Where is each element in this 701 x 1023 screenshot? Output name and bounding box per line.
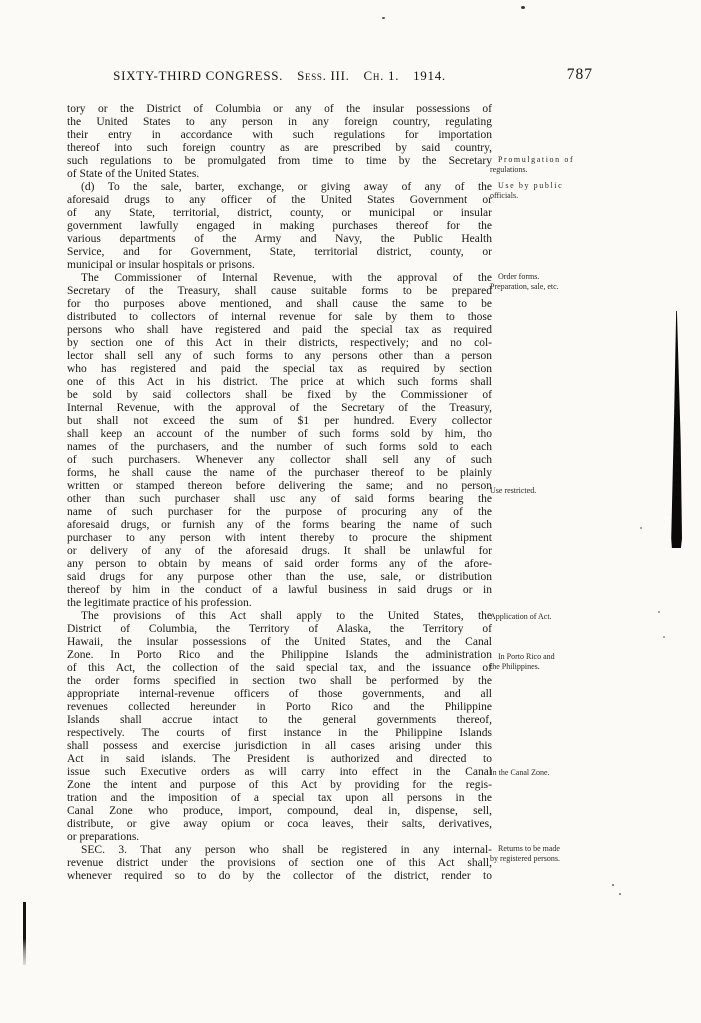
scan-artifact-speck — [640, 527, 642, 529]
body-line: shall possess and exercise jurisdiction in all cases arising under this — [67, 740, 492, 752]
margin-note — [490, 486, 596, 496]
margin-note-line: Returns to be made — [498, 844, 560, 853]
body-line: shall keep an account of the number of such forms sold by him, tho — [67, 428, 492, 440]
body-line: Secretary of the Treasury, shall cause suitable forms to be prepared — [67, 285, 492, 297]
body-line: forms, he shall cause the name of the purchaser thereof to be plainly — [67, 467, 492, 479]
margin-note-line: Preparation, sale, etc. — [490, 281, 559, 291]
margin-note — [490, 612, 596, 622]
body-line: of this Act, the collection of the said special tax, and the issuance of — [67, 662, 492, 674]
body-line: The provisions of this Act shall apply to the United States, the — [81, 610, 492, 622]
body-line: lector shall sell any of such forms to any persons other than a person — [67, 350, 492, 362]
body-line: Internal Revenue, with the approval of the Secretary of the Treasury, — [67, 402, 492, 414]
margin-note — [490, 768, 596, 778]
margin-note-line: Application of Act. — [490, 612, 552, 621]
body-line: Hawaii, the insular possessions of the United States, and the Canal — [67, 636, 492, 648]
margin-note-line: Order forms. — [498, 272, 540, 281]
body-line: The Commissioner of Internal Revenue, with the approval of the — [81, 272, 492, 284]
body-line: other than such purchaser shall usc any of said forms bearing the — [67, 493, 492, 505]
body-line: of State of the United States. — [67, 168, 200, 180]
body-line: such regulations to be promulgated from time to time by the Secretary — [67, 155, 492, 167]
margin-note — [490, 155, 596, 174]
body-line: purchaser to any person with intent thereby to procure the shipment — [67, 532, 492, 544]
body-line: written or stamped thereon before delivering the same; and no person — [67, 480, 492, 492]
body-line: distribute, or give away opium or coca leaves, their salts, derivatives, — [67, 818, 492, 830]
body-line: whenever required so to do by the collector of the district, render to — [67, 870, 492, 882]
body-line: said drugs for any purpose other than the use, sale, or distribution — [67, 571, 492, 583]
running-head-congress: SIXTY-THIRD CONGRESS. — [113, 68, 284, 83]
scan-artifact-speck — [612, 884, 614, 886]
scan-artifact-speck — [382, 17, 385, 19]
margin-note-line: In the Canal Zone. — [490, 768, 550, 777]
body-line: who has registered and paid the special tax as required by section — [67, 363, 492, 375]
body-line: names of the purchasers, and the number of such forms sold to each — [67, 441, 492, 453]
body-line: but shall not exceed the sum of $1 per hundred. Every collector — [67, 415, 492, 427]
body-line: any person to obtain by means of said order forms any of the afore- — [67, 558, 492, 570]
body-line: issue such Executive orders as will carry into effect in the Canal — [67, 766, 492, 778]
body-line: the order forms specified in section two shall be performed by the — [67, 675, 492, 687]
margin-note-line: the Philippines. — [490, 661, 540, 671]
body-line: Zone. In Porto Rico and the Philippine Islands the administration — [67, 649, 492, 661]
body-line: tration and the imposition of a special tax upon all persons in the — [67, 792, 492, 804]
running-head — [67, 68, 492, 84]
body-line: aforesaid drugs to any officer of the United States Government or — [67, 194, 492, 206]
body-line: name of such purchaser for the purpose of procuring any of the — [67, 506, 492, 518]
margin-note-line: Promulgation of — [498, 155, 575, 164]
body-line: District of Columbia, the Territory of Alaska, the Territory of — [67, 623, 492, 635]
body-line: Service, and for Government, State, territorial district, county, or — [67, 246, 492, 258]
body-line: one of this Act in his district. The price at which such forms shall — [67, 376, 492, 388]
body-line: their entry in accordance with such regulations for importation — [67, 129, 492, 141]
body-line: of any State, territorial, district, county, or municipal or insular — [67, 207, 492, 219]
scan-artifact-speck — [619, 893, 621, 895]
running-head-year: 1914. — [413, 68, 446, 83]
body-line: government lawfully engaged in making purchases thereof for the — [67, 220, 492, 232]
body-line: municipal or insular hospitals or prisons. — [67, 259, 255, 271]
body-line: Canal Zone who produce, import, compound, deal in, dispense, sell, — [67, 805, 492, 817]
running-head-chapter: Ch. 1. — [363, 68, 400, 83]
page-number: 787 — [566, 66, 593, 83]
body-line: revenue district under the provisions of section one of this Act shall, — [67, 857, 492, 869]
body-line: thereof into such foreign country as are prescribed by said country, — [67, 142, 492, 154]
body-line: respectively. The courts of first instance in the Philippine Islands — [67, 727, 492, 739]
body-line: Zone the intent and purpose of this Act by providing for the regis- — [67, 779, 492, 791]
body-line: of such purchasers. Whenever any collector shall sell any of such — [67, 454, 492, 466]
running-head-session: Sess. III. — [297, 68, 350, 83]
margin-note — [490, 844, 596, 863]
body-line: thereof by him in the conduct of a lawful business in said drugs or in — [67, 584, 492, 596]
body-line: the legitimate practice of his profession. — [67, 597, 252, 609]
margin-note-line: In Porto Rico and — [498, 652, 555, 661]
body-line: revenues collected hereunder in Porto Rico and the Philippine — [67, 701, 492, 713]
body-line: for tho purposes above mentioned, and shall cause the same to be — [67, 298, 492, 310]
body-line: appropriate internal-revenue officers of those governments, and all — [67, 688, 492, 700]
margin-note — [490, 181, 596, 200]
statute-body-text — [67, 103, 492, 883]
body-line: various departments of the Army and Navy, the Public Health — [67, 233, 492, 245]
margin-note-line: Use restricted. — [490, 486, 537, 495]
body-line: the United States to any person in any foreign country, regulating — [67, 116, 492, 128]
scan-artifact-left-line — [23, 902, 26, 965]
margin-note — [490, 652, 596, 671]
margin-note-line: by registered persons. — [490, 853, 560, 863]
margin-note-line: regulations. — [490, 164, 528, 174]
body-line: Islands shall accrue intact to the general governments thereof, — [67, 714, 492, 726]
body-line: (d) To the sale, barter, exchange, or giving away of any of the — [81, 181, 492, 193]
margin-note-line: officials. — [490, 190, 519, 200]
margin-note — [490, 272, 596, 291]
margin-note-line: Use by public — [498, 181, 564, 190]
body-line: persons who shall have registered and paid the special tax as required — [67, 324, 492, 336]
body-line: Act in said islands. The President is authorized and directed to — [67, 753, 492, 765]
scan-artifact-speck — [663, 636, 665, 638]
scan-artifact-speck — [521, 6, 525, 9]
body-line: distributed to collectors of internal revenue for sale by them to those — [67, 311, 492, 323]
body-line: or delivery of any of the aforesaid drugs. It shall be unlawful for — [67, 545, 492, 557]
body-line: by section one of this Act in their districts, respectively; and no col- — [67, 337, 492, 349]
body-line: tory or the District of Columbia or any of the insular possessions of — [67, 103, 492, 115]
scan-artifact-speck — [658, 611, 660, 613]
body-line: or preparations. — [67, 831, 140, 843]
body-line: aforesaid drugs, or furnish any of the forms bearing the name of such — [67, 519, 492, 531]
body-line: SEC. 3. That any person who shall be registered in any internal- — [81, 844, 492, 856]
scan-artifact-ink-wedge — [671, 311, 682, 548]
body-line: be sold by said collectors shall be fixed by the Commissioner of — [67, 389, 492, 401]
